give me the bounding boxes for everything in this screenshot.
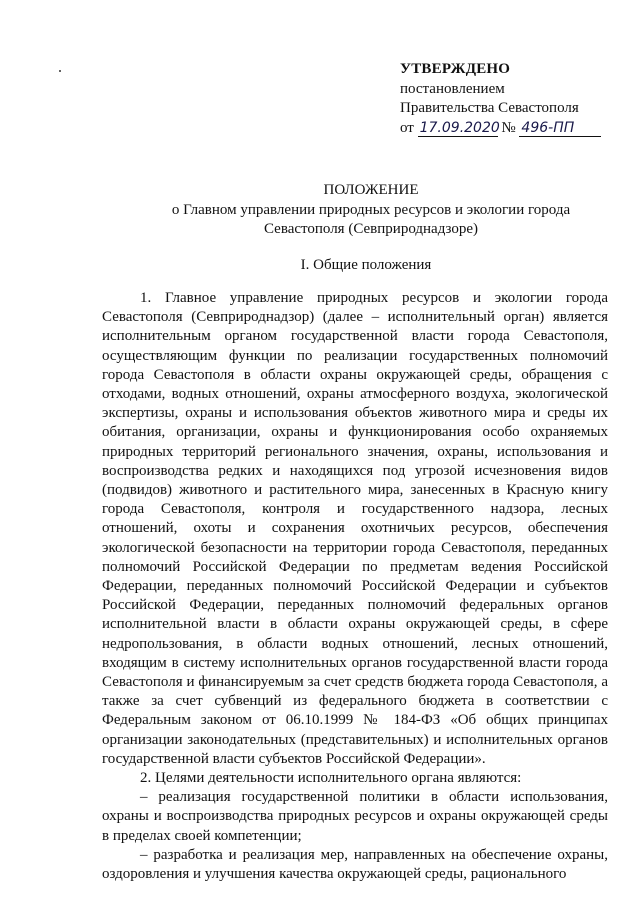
number-sign: № [501, 119, 516, 136]
scan-speck [59, 70, 61, 72]
document-title [0, 181, 632, 240]
document-body [102, 289, 608, 884]
approval-line-1: постановлением [400, 80, 505, 97]
title-subtitle-2: Севастополя (Севприроднадзоре) [263, 221, 479, 237]
approval-stamp: УТВЕРЖДЕНО [400, 61, 511, 77]
paragraph-4: – разработка и реализация мер, направленных на обеспечение охраны, оздоровления и улучшения качества окружающей среды, рационального [102, 846, 608, 883]
paragraph-3: – реализация государственной политики в области использования, охраны и воспроизводства природных ресурсов и охраны окружающей среды в пределах своей компетенции; [102, 789, 608, 844]
approval-from: от [400, 119, 414, 136]
paragraph-2: 2. Целями деятельности исполнительного органа являются: [140, 770, 522, 787]
approval-line-2: Правительства Севастополя [400, 100, 579, 116]
section-heading: I. Общие положения [300, 257, 432, 273]
approval-date-line [400, 119, 601, 139]
paragraph-1: 1. Главное управление природных ресурсов и экологии города Севастополя (Севприроднадзор) (далее – исполнительный орган) является исполнительным органом государственной власти города Севастополя, осуществляющим функции по реализации государственных полномочий города Севастополя в области охраны окружающей среды, обращения с отходами, водных отношений, охраны атмосферного воздуха, экологической экспертизы, охраны и использования объектов животного мира и среды их обитания, организации, охраны и функционирования особо охраняемых природных территорий регионального значения, охраны, использования и воспроизводства редких и находящихся под угрозой исчезновения видов (подвидов) животного и растительного мира, занесенных в Красную книгу города Севастополя, контроля и государственного надзора, лесных отношений, охоты и сохранения охотничьих ресурсов, обеспечения экологической безопасности на территории города Севастополя, переданных полномочий Российской Федерации по предметам ведения Российской Федерации, переданных полномочий Российской Федерации и субъектов Российской Федерации, переданных полномочий федеральных органов исполнительной власти в области охраны окружающей среды, в сфере недропользования, в области водных отношений, лесных отношений, входящим в систему исполнительных органов государственной власти города Севастополя и финансируемым за счет средств бюджета города Севастополя, а также за счет субвенций из федерального бюджета в соответствии с Федеральным законом от 06.10.1999 № 184-ФЗ «Об общих принципах организации законодательных (представительных) и исполнительных органов государственной власти субъектов Российской Федерации». [102, 290, 608, 767]
handwritten-number: 496-ПП [519, 121, 601, 137]
title-heading: ПОЛОЖЕНИЕ [323, 182, 419, 198]
handwritten-date: 17.09.2020 [419, 119, 500, 136]
approval-block [400, 60, 601, 138]
title-subtitle-1: о Главном управлении природных ресурсов и экологии города [171, 201, 571, 218]
